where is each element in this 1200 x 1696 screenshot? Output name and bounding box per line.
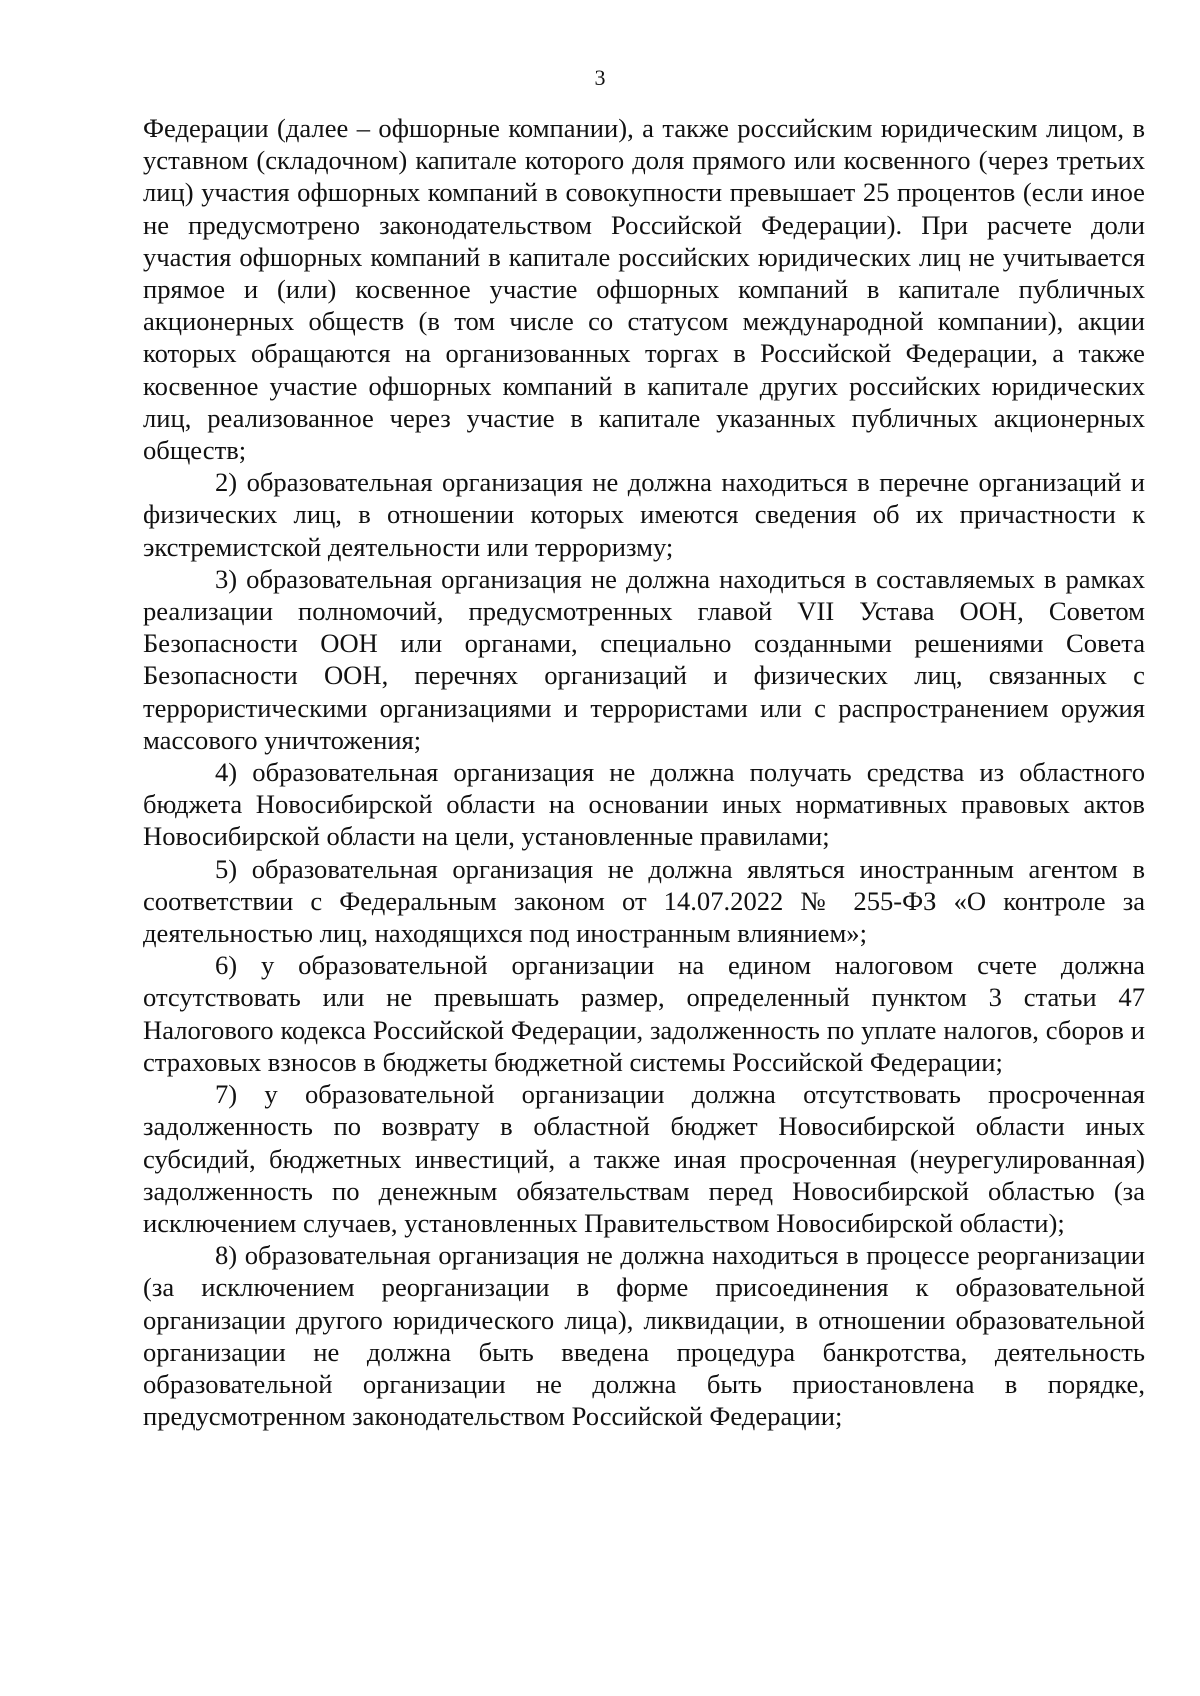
document-body <box>143 112 1145 1432</box>
paragraph-item-6: 6) у образовательной организации на едином налоговом счете должна отсутствовать или не превышать размер, определенный пунктом 3 статьи 47 Налогового кодекса Российской Федерации, задолженность по уплате налогов, сборов и страховых взносов в бюджеты бюджетной системы Российской Федерации; <box>143 950 1145 1077</box>
paragraph-item-2: 2) образовательная организация не должна находиться в перечне организаций и физических лиц, в отношении которых имеются сведения об их причастности к экстремистской деятельности или терроризму; <box>143 467 1145 562</box>
paragraph-item-7: 7) у образовательной организации должна отсутствовать просроченная задолженность по возврату в областной бюджет Новосибирской области иных субсидий, бюджетных инвестиций, а также иная просроченная (неурегулированная) задолженность по денежным обязательствам перед Новосибирской областью (за исключением случаев, установленных Правительством Новосибирской области); <box>143 1079 1145 1238</box>
paragraph-item-8: 8) образовательная организация не должна находиться в процессе реорганизации (за исключением реорганизации в форме присоединения к образовательной организации другого юридического лица), ликвидации, в отношении образовательной организации не должна быть введена процедура банкротства, деятельность образовательной организации не должна быть приостановлена в порядке, предусмотренном законодательством Российской Федерации; <box>143 1240 1145 1432</box>
paragraph-continuation: Федерации (далее – офшорные компании), а также российским юридическим лицом, в уставном (складочном) капитале которого доля прямого или косвенного (через третьих лиц) участия офшорных компаний в совокупности превышает 25 процентов (если иное не предусмотрено законодательством Российской Федерации). При расчете доли участия офшорных компаний в капитале российских юридических лиц не учитывается прямое и (или) косвенное участие офшорных компаний в капитале публичных акционерных обществ (в том числе со статусом международной компании), акции которых обращаются на организованных торгах в Российской Федерации, а также косвенное участие офшорных компаний в капитале других российских юридических лиц, реализованное через участие в капитале указанных публичных акционерных обществ; <box>143 113 1145 466</box>
page-number: 3 <box>594 65 606 90</box>
paragraph-item-3: 3) образовательная организация не должна находиться в составляемых в рамках реализации полномочий, предусмотренных главой VII Устава ООН, Советом Безопасности ООН или органами, специально созданными решениями Совета Безопасности ООН, перечнях организаций и физических лиц, связанных с террористическими организациями и террористами или с распространением оружия массового уничтожения; <box>143 563 1145 755</box>
paragraph-item-5: 5) образовательная организация не должна являться иностранным агентом в соответствии с Федеральным законом от 14.07.2022 № 255-ФЗ «О контроле за деятельностью лиц, находящихся под иностранным влиянием»; <box>143 853 1145 949</box>
paragraph-item-4: 4) образовательная организация не должна получать средства из областного бюджета Новосибирской области на основании иных нормативных правовых актов Новосибирской области на цели, установленные правилами; <box>143 757 1145 852</box>
